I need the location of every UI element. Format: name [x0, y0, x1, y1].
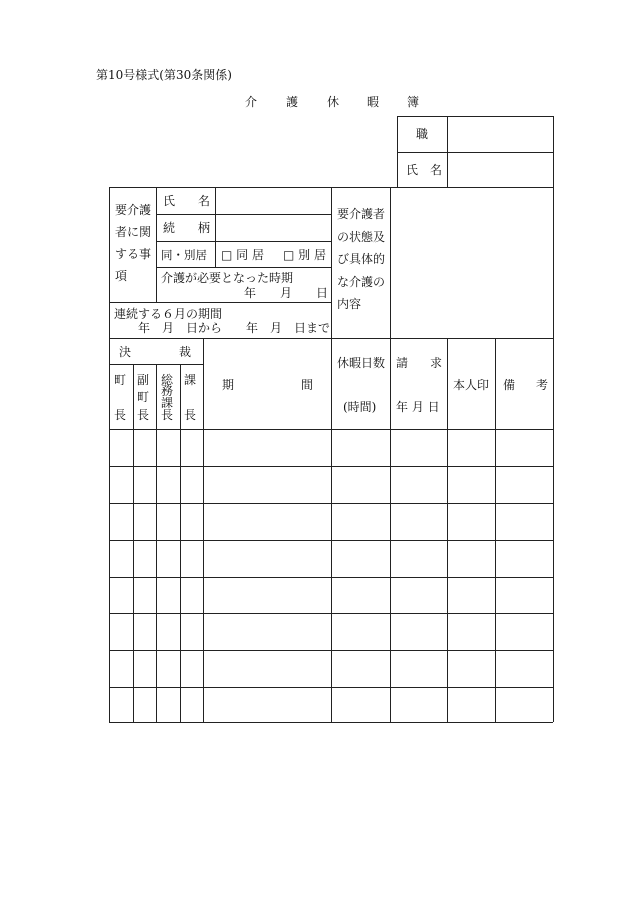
seikyu-label-2: 求	[430, 356, 443, 370]
shimei-label-1: 氏	[406, 163, 419, 177]
condition-label-line: 要介護者	[337, 207, 386, 221]
subject-label-line: 項	[115, 269, 128, 283]
cohabit-label: 同・別居	[161, 248, 207, 262]
condition-label-line: の状態及	[337, 230, 386, 244]
kikan-label-1: 期	[222, 378, 235, 392]
title-char: 簿	[407, 95, 420, 109]
subject-name-label-2: 名	[198, 194, 211, 208]
subject-label-line: する事	[115, 247, 152, 261]
seikyu-date: 年 月 日	[396, 400, 440, 414]
col-somu-kacho: 総 務 課 長	[161, 373, 174, 422]
condition-label-line: 内容	[337, 297, 362, 311]
period-range: 年 月 日から 年 月 日まで	[138, 321, 331, 335]
kessai-label-1: 決	[119, 345, 132, 359]
relation-label-1: 続	[163, 221, 176, 235]
days-label-2: (時間)	[343, 400, 377, 414]
relation-label-2: 柄	[198, 221, 211, 235]
inkan-label: 本人印	[453, 378, 490, 392]
subject-label-line: 者に関	[115, 225, 152, 239]
biko-label-2: 考	[536, 378, 549, 392]
col-fukucho: 副 町 長	[137, 373, 150, 422]
shimei-label-2: 名	[430, 163, 443, 177]
subject-label-line: 要介護	[115, 203, 152, 217]
page-title	[0, 95, 630, 111]
col-cho: 町 長	[114, 373, 127, 422]
days-label-1: 休暇日数	[337, 356, 386, 370]
need-time-label: 介護が必要となった時期	[161, 271, 294, 285]
condition-label-line: び具体的	[337, 252, 386, 266]
col-kacho: 課 長	[184, 373, 197, 422]
need-time-date: 年 月 日	[244, 286, 329, 300]
form-number: 第10号様式(第30条関係)	[96, 68, 232, 82]
title-char: 介	[245, 95, 258, 109]
period-label: 連続する６月の期間	[114, 307, 223, 321]
title-char: 護	[286, 95, 299, 109]
kikan-label-2: 間	[301, 378, 314, 392]
cohabit-separate-checkbox[interactable]: □ 別 居	[283, 248, 326, 262]
biko-label-1: 備	[503, 378, 516, 392]
title-char: 休	[327, 95, 340, 109]
kessai-label-2: 裁	[179, 345, 192, 359]
title-char: 暇	[367, 95, 380, 109]
condition-label-line: な介護の	[337, 275, 386, 289]
shoku-label: 職	[416, 127, 429, 141]
seikyu-label-1: 請	[396, 356, 409, 370]
cohabit-same-checkbox[interactable]: □ 同 居	[221, 248, 264, 262]
subject-name-label-1: 氏	[163, 194, 176, 208]
